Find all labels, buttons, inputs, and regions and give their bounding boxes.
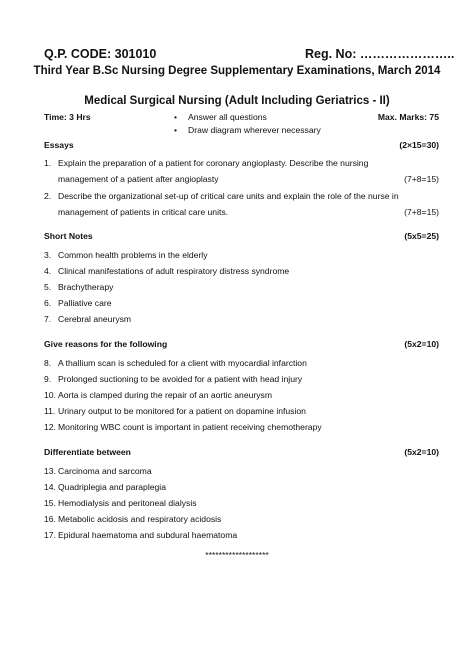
list-item: 12. Monitoring WBC count is important in patient receiving chemotherapy <box>44 422 322 432</box>
footer-asterisks: ******************* <box>205 550 269 560</box>
list-item: 13. Carcinoma and sarcoma <box>44 466 152 476</box>
qp-code: Q.P. CODE: 301010 <box>44 47 157 61</box>
question-2-line-1: 2. Describe the organizational set-up of critical care units and explain the role of the nurse in <box>44 191 399 201</box>
list-item: 5. Brachytherapy <box>44 282 114 292</box>
list-item: 3. Common health problems in the elderly <box>44 250 208 260</box>
list-item: 17. Epidural haematoma and subdural haematoma <box>44 530 238 540</box>
subject-title: Medical Surgical Nursing (Adult Including Geriatrics - II) <box>84 95 390 107</box>
list-item: 14. Quadriplegia and paraplegia <box>44 482 166 492</box>
section-differentiate-header: Differentiate between (5x2=10) <box>44 447 439 457</box>
bullet-icon: • <box>174 112 178 122</box>
section-reasons-header: Give reasons for the following (5x2=10) <box>44 339 439 349</box>
exam-title: Third Year B.Sc Nursing Degree Supplementary Examinations, March 2014 <box>33 65 441 77</box>
max-marks: Max. Marks: 75 <box>377 112 439 122</box>
list-item: 10. Aorta is clamped during the repair of an aortic aneurysm <box>44 390 272 400</box>
reg-no: Reg. No: ………………….. <box>305 47 455 61</box>
list-item: 15. Hemodialysis and peritoneal dialysis <box>44 498 197 508</box>
list-item: 9. Prolonged suctioning to be avoided for a patient with head injury <box>44 374 303 384</box>
question-2-line-2: management of patients in critical care units. (7+8=15) <box>58 207 439 217</box>
list-item: 8. A thallium scan is scheduled for a client with myocardial infarction <box>44 358 307 368</box>
list-item: 16. Metabolic acidosis and respiratory acidosis <box>44 514 222 524</box>
list-item: 11. Urinary output to be monitored for a patient on dopamine infusion <box>44 406 306 416</box>
time-label: Time: 3 Hrs <box>44 112 91 122</box>
instruction-item: • Answer all questions <box>174 112 267 122</box>
question-1-line-2: management of a patient after angioplasty (7+8=15) <box>58 174 439 184</box>
section-short-notes-header: Short Notes (5x5=25) <box>44 231 439 241</box>
list-item: 7. Cerebral aneurysm <box>44 314 132 324</box>
list-item: 6. Palliative care <box>44 298 112 308</box>
question-1-line-1: 1. Explain the preparation of a patient for coronary angioplasty. Describe the nursing <box>44 158 369 168</box>
bullet-icon: • <box>174 125 178 135</box>
instruction-item: • Draw diagram wherever necessary <box>174 125 321 135</box>
list-item: 4. Clinical manifestations of adult respiratory distress syndrome <box>44 266 290 276</box>
section-essays-header: Essays (2×15=30) <box>44 140 439 150</box>
